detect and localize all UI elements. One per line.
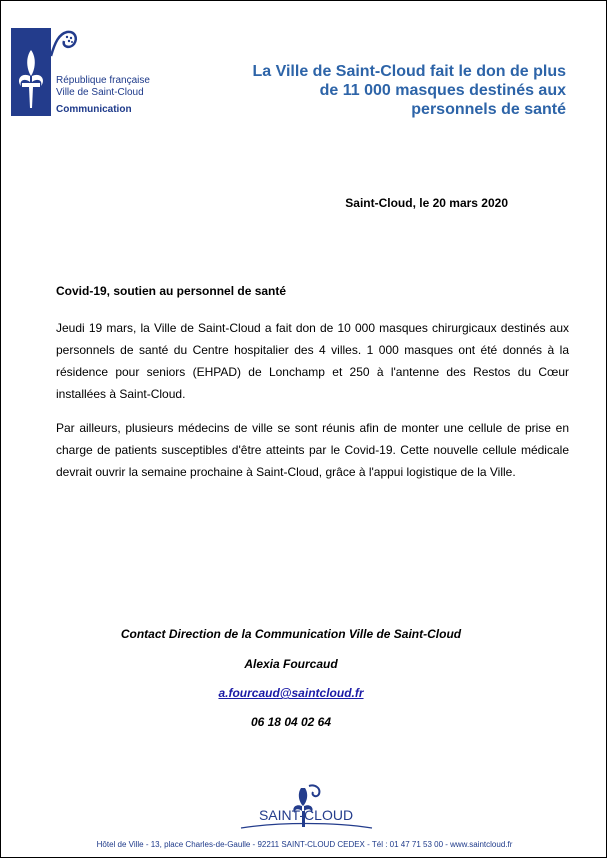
dateline: Saint-Cloud, le 20 mars 2020: [345, 196, 508, 210]
service-label: Communication: [56, 104, 132, 115]
city-logo: [11, 28, 51, 116]
contact-phone: 06 18 04 02 64: [250, 715, 332, 729]
footer-city-logo: [239, 784, 374, 834]
contact-email-link[interactable]: a.fourcaud@saintcloud.fr: [218, 686, 364, 700]
footer-logo-text: SAINT-CLOUD: [258, 807, 354, 823]
crozier-icon: [49, 28, 79, 58]
paragraph-medical-cell: Par ailleurs, plusieurs médecins de ville se sont réunis afin de monter une cellule de prise en charge de patients susceptibles d'être atteints par le Covid-19. Cette nouvelle cellule médicale devrait ouvrir la semaine prochaine à Saint-Cloud, grâce à l'appui logistique de la Ville.: [56, 421, 569, 479]
press-release-headline: La Ville de Saint-Cloud fait le don de plus de 11 000 masques destinés aux personnels de santé: [252, 63, 566, 118]
fleur-de-lis-icon: [11, 28, 51, 116]
footer-address: Hôtel de Ville - 13, place Charles-de-Gaulle - 92211 SAINT-CLOUD CEDEX - Tél : 01 47 71 53 00 - www.saintcloud.fr: [96, 840, 513, 849]
contact-name: Alexia Fourcaud: [244, 657, 338, 671]
republique-label: République française: [56, 75, 150, 86]
ville-label: Ville de Saint-Cloud: [56, 87, 144, 98]
subject-heading: Covid-19, soutien au personnel de santé: [56, 284, 287, 298]
paragraph-masks-donation: Jeudi 19 mars, la Ville de Saint-Cloud a fait don de 10 000 masques chirurgicaux destinés aux personnels de santé du Centre hospitalier des 4 villes. 1 000 masques ont été donnés à la résidence pour seniors (EHPAD) de Lonchamp et 250 à l'antenne des Restos du Cœur installées à Saint-Cloud.: [56, 321, 569, 401]
contact-heading: Contact Direction de la Communication Ville de Saint-Cloud: [120, 627, 462, 641]
